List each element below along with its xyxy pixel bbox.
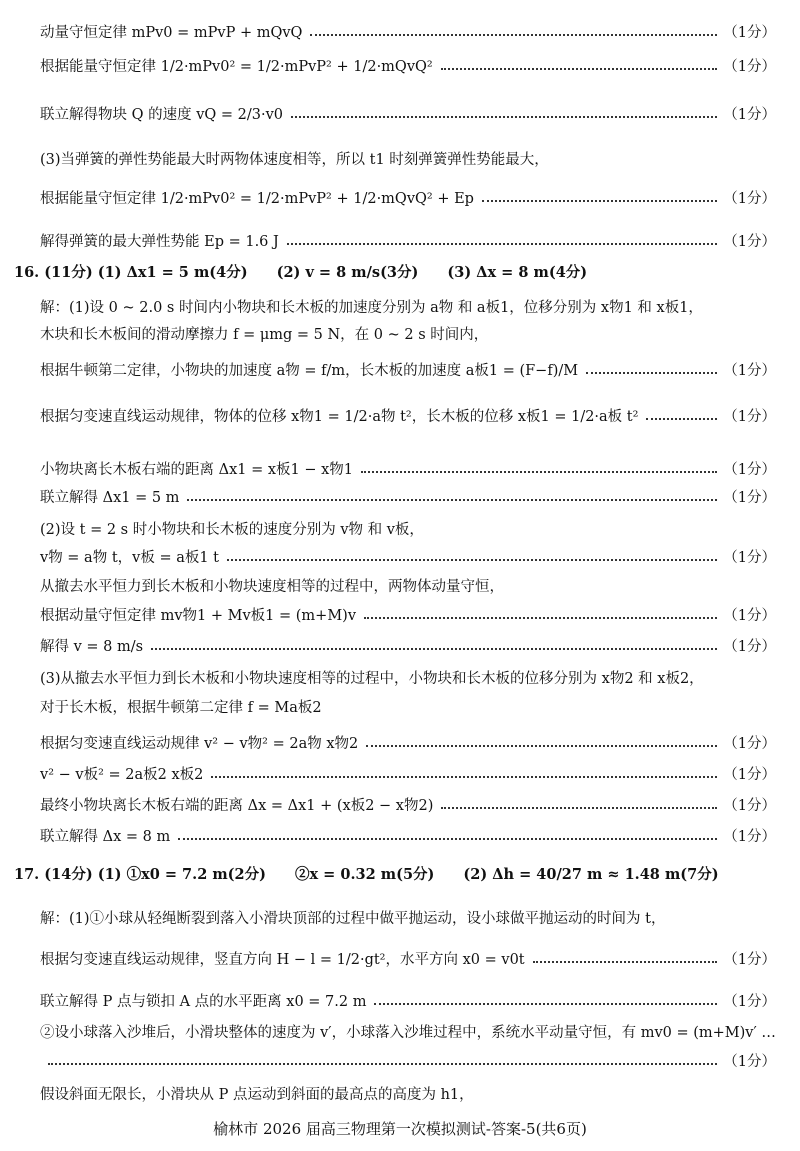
answer-line (0, 664, 800, 690)
line-text: 根据匀变速直线运动规律，竖直方向 H − l = 1/2·gt²，水平方向 x0 = v0t (40, 951, 525, 968)
line-text: (3)从撤去水平恒力到长木板和小物块速度相等的过程中，小物块和长木板的位移分别为 x物2 和 x板2， (40, 670, 704, 687)
line-text: 从撤去水平恒力到长木板和小物块速度相等的过程中，两物体动量守恒， (40, 578, 504, 595)
line-text: 根据动量守恒定律 mv物1 + Mv板1 = (m+M)v (40, 607, 357, 624)
leader-dots (441, 68, 718, 70)
score-points: （1分） (723, 1053, 776, 1070)
leader-dots (441, 807, 717, 809)
score-points: （1分） (723, 766, 776, 783)
leader-dots (187, 499, 717, 501)
answer-line (0, 1018, 800, 1044)
leader-dots (482, 200, 717, 202)
answer-line (0, 483, 800, 509)
leader-dots (151, 648, 717, 650)
score-points: （1分） (723, 58, 776, 75)
line-text: 联立解得 Δx = 8 m (40, 828, 171, 845)
answer-line (0, 632, 800, 658)
answer-line (0, 145, 800, 171)
answer-line (0, 760, 800, 786)
answer-line (0, 543, 800, 569)
line-text: 联立解得物块 Q 的速度 vQ = 2/3·v0 (40, 106, 284, 123)
leader-dots (364, 617, 717, 619)
line-text: 联立解得 Δx1 = 5 m (40, 489, 180, 506)
leader-dots (48, 1063, 717, 1065)
answer-line (0, 1080, 800, 1106)
leader-dots (646, 418, 717, 420)
score-points: （1分） (723, 408, 776, 425)
score-points: （1分） (723, 461, 776, 478)
leader-dots (374, 1003, 717, 1005)
leader-dots (361, 471, 717, 473)
line-text: 联立解得 P 点与锁扣 A 点的水平距离 x0 = 7.2 m (40, 993, 367, 1010)
line-text: 解得弹簧的最大弹性势能 Ep = 1.6 J (40, 233, 279, 250)
answer-line (0, 572, 800, 598)
leader-dots (366, 745, 717, 747)
answer-line (0, 693, 800, 719)
line-text: 根据牛顿第二定律，小物块的加速度 a物 = f/m，长木板的加速度 a板1 = (F−f)/M (40, 362, 579, 379)
answer-line (0, 822, 800, 848)
line-text: 假设斜面无限长，小滑块从 P 点运动到斜面的最高点的高度为 h1， (40, 1086, 474, 1103)
score-points: （1分） (723, 106, 776, 123)
line-text: 解：(1)①小球从轻绳断裂到落入小滑块顶部的过程中做平抛运动，设小球做平抛运动的时间为 t， (40, 910, 666, 927)
score-points: （1分） (723, 233, 776, 250)
score-points: （1分） (723, 993, 776, 1010)
line-text: (3)当弹簧的弹性势能最大时两物体速度相等，所以 t1 时刻弹簧弹性势能最大， (40, 151, 549, 168)
line-text: 16. (11分) (1) Δx1 = 5 m(4分) (2) v = 8 m/s(3分) (3) Δx = 8 m(4分) (14, 263, 588, 281)
leader-dots (178, 838, 717, 840)
line-text: 动量守恒定律 mPv0 = mPvP + mQvQ (40, 24, 303, 41)
score-points: （1分） (723, 735, 776, 752)
answer-line (0, 100, 800, 126)
answer-line (0, 791, 800, 817)
score-points: （1分） (723, 828, 776, 845)
score-points: （1分） (723, 951, 776, 968)
leader-dots (291, 116, 717, 118)
answer-line (0, 356, 800, 382)
line-text: 根据匀变速直线运动规律 v² − v物² = 2a物 x物2 (40, 735, 359, 752)
line-text: v² − v板² = 2a板2 x板2 (40, 766, 204, 783)
leader-dots (287, 243, 717, 245)
score-points: （1分） (723, 362, 776, 379)
answer-line (0, 729, 800, 755)
leader-dots (227, 559, 717, 561)
score-points: （1分） (723, 797, 776, 814)
line-text: 对于长木板，根据牛顿第二定律 f = Ma板2 (40, 699, 322, 716)
score-points: （1分） (723, 549, 776, 566)
score-points: （1分） (723, 24, 776, 41)
answer-line (0, 184, 800, 210)
answer-line (0, 18, 800, 44)
answer-line (0, 860, 800, 886)
answer-line (0, 227, 800, 253)
page-footer: 榆林市 2026 届高三物理第一次模拟测试-答案-5(共6页) (213, 1120, 587, 1138)
answer-line (0, 515, 800, 541)
answer-line (0, 402, 800, 428)
answer-line (0, 52, 800, 78)
line-text: 木块和长木板间的滑动摩擦力 f = μmg = 5 N，在 0 ~ 2 s 时间内， (40, 326, 489, 343)
line-text: 小物块离长木板右端的距离 Δx1 = x板1 − x物1 (40, 461, 354, 478)
leader-dots (310, 34, 717, 36)
line-text: 根据匀变速直线运动规律，物体的位移 x物1 = 1/2·a物 t²，长木板的位移 x板1 = 1/2·a板 t² (40, 408, 639, 425)
score-points: （1分） (723, 489, 776, 506)
line-text: 解得 v = 8 m/s (40, 638, 144, 655)
line-text: 根据能量守恒定律 1/2·mPv0² = 1/2·mPvP² + 1/2·mQvQ² (40, 58, 433, 75)
line-text: (2)设 t = 2 s 时小物块和长木板的速度分别为 v物 和 v板， (40, 521, 424, 538)
answer-line (0, 987, 800, 1013)
answer-line (0, 320, 800, 346)
answer-line (0, 945, 800, 971)
line-text: v物 = a物 t，v板 = a板1 t (40, 549, 220, 566)
answer-line (0, 455, 800, 481)
line-text: ②设小球落入沙堆后，小滑块整体的速度为 v′，小球落入沙堆过程中，系统水平动量守恒，有 mv0 = (m+M)v′ … (40, 1024, 776, 1041)
line-text: 最终小物块离长木板右端的距离 Δx = Δx1 + (x板2 − x物2) (40, 797, 434, 814)
line-text: 根据能量守恒定律 1/2·mPv0² = 1/2·mPvP² + 1/2·mQvQ² + Ep (40, 190, 474, 207)
score-points: （1分） (723, 638, 776, 655)
leader-dots (586, 372, 717, 374)
leader-dots (211, 776, 717, 778)
answer-line (0, 601, 800, 627)
score-points: （1分） (723, 190, 776, 207)
answer-line (0, 1047, 800, 1073)
answer-line (0, 904, 800, 930)
leader-dots (533, 961, 718, 963)
answer-line (0, 293, 800, 319)
score-points: （1分） (723, 607, 776, 624)
line-text: 解：(1)设 0 ~ 2.0 s 时间内小物块和长木板的加速度分别为 a物 和 a板1，位移分别为 x物1 和 x板1， (40, 299, 703, 316)
line-text: 17. (14分) (1) ①x0 = 7.2 m(2分) ②x = 0.32 m(5分) (2) Δh = 40/27 m ≈ 1.48 m(7分) (14, 865, 719, 883)
answer-line (0, 258, 800, 284)
